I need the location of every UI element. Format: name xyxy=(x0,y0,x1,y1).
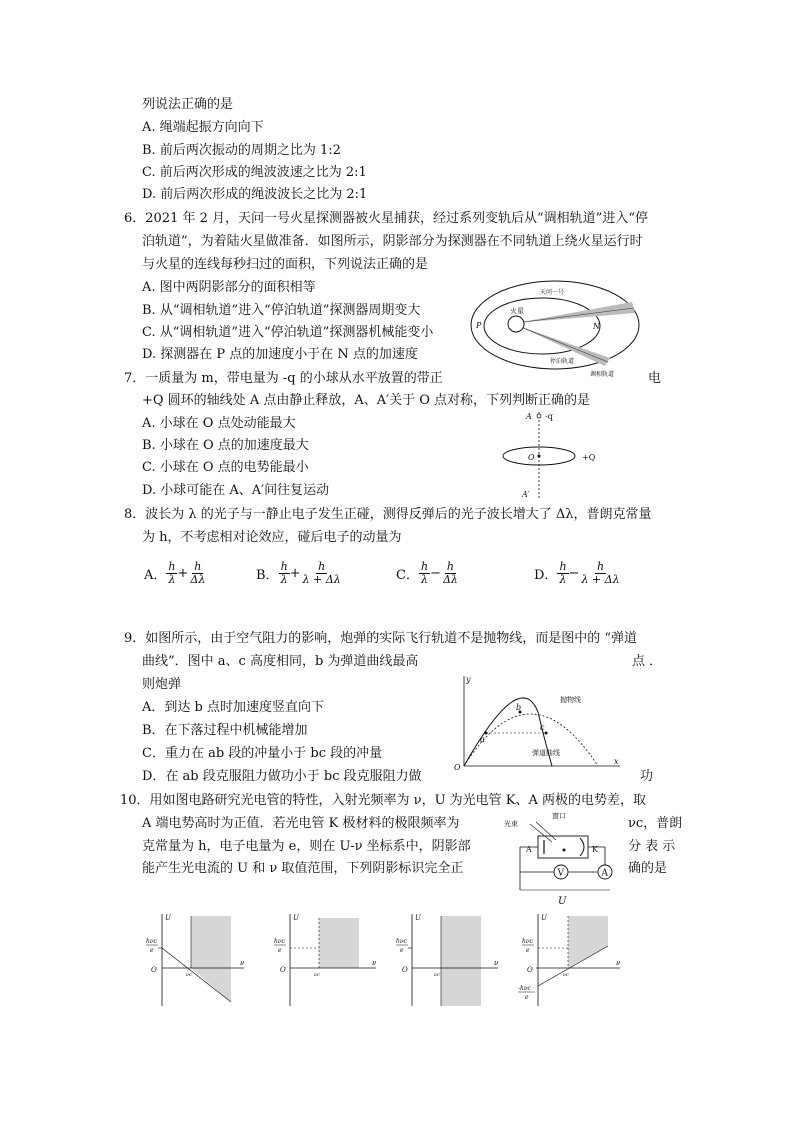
neg-hvc-label: -hνc xyxy=(518,985,531,992)
window-label: 窗口 xyxy=(552,812,566,820)
q8-c-frac2 xyxy=(441,561,460,586)
q8-b-num1: h xyxy=(280,559,288,573)
q8-option-a-letter: A． xyxy=(144,567,167,583)
q8-stem-line2: 为 h，不考虑相对论效应，碰后电子的动量为 xyxy=(142,530,402,545)
q8-a-op: + xyxy=(177,565,189,581)
q5-option-b: B. 前后两次振动的周期之比为 1:2 xyxy=(142,143,341,158)
q10-graph-c xyxy=(394,910,504,1010)
q8-option-a xyxy=(144,558,207,588)
q7-ring-figure xyxy=(500,408,610,500)
q5-option-d: D. 前后两次形成的绳波波长之比为 2:1 xyxy=(142,187,368,202)
hvc-label: hνc xyxy=(146,938,157,945)
origin-label: O xyxy=(151,966,157,974)
q7-stem-line2: +Q 圆环的轴线处 A 点由静止释放，A、A′关于 O 点对称，下列判断正确的是 xyxy=(142,393,590,408)
center-point xyxy=(538,455,541,458)
y-axis-label: y xyxy=(466,675,471,684)
shaded-region-upper xyxy=(191,916,231,968)
q10-graph-b xyxy=(272,910,382,1010)
q6-option-a: A. 图中两阴影部分的面积相等 xyxy=(142,280,316,295)
q8-d-num2: h xyxy=(596,559,605,573)
q10-stem-line3-tail: 分 表 示 xyxy=(628,839,676,854)
q7-stem-line1: 7．一质量为 m，带电量为 -q 的小球从水平放置的带正 xyxy=(124,371,443,386)
q6-stem-line2: 泊轨道”，为着陆火星做准备．如图所示，阴影部分为探测器在不同轨道上绕火星运行时 xyxy=(142,234,643,249)
probe-label: 天问一号 xyxy=(540,289,565,296)
hvc-label: hνc xyxy=(274,938,285,945)
minus-q-label: -q xyxy=(545,412,553,421)
q10-stem-line3: 克常量为 h，电子电量为 e，则在 U-ν 坐标系中，阴影部 xyxy=(142,839,471,854)
q8-a-num1: h xyxy=(168,559,176,573)
ammeter-label: A xyxy=(601,868,608,879)
u-label: U xyxy=(165,914,171,922)
q10-circuit-figure xyxy=(500,812,620,906)
light-label: 光束 xyxy=(504,820,518,828)
q9-stem-line2: 曲线”．图中 a、c 高度相同，b 为弹道曲线最高 xyxy=(142,654,419,669)
q6-option-d: D. 探测器在 P 点的加速度小于在 N 点的加速度 xyxy=(142,347,418,362)
q8-a-num2: h xyxy=(194,559,202,573)
q8-option-b xyxy=(256,558,343,588)
q7-option-a: A. 小球在 O 点处动能最大 xyxy=(142,416,296,431)
hvc-label: hνc xyxy=(522,938,533,945)
q5-option-c: C. 前后两次形成的绳波波速之比为 2:1 xyxy=(142,165,367,180)
e-label: e xyxy=(278,947,282,954)
q8-d-den2: λ + Δλ xyxy=(581,572,620,586)
mars-body xyxy=(508,316,524,332)
u-label: U xyxy=(415,914,421,922)
q8-a-den2: Δλ xyxy=(190,572,206,586)
parabola-label: 抛物线 xyxy=(560,696,581,704)
mars-label: 火星 xyxy=(510,307,524,315)
q5-option-a: A. 绳端起振方向向下 xyxy=(142,120,264,135)
cathode-plate xyxy=(580,838,584,856)
v-label: ν xyxy=(494,959,499,967)
q8-d-frac2 xyxy=(579,561,621,586)
q9-trajectory-figure xyxy=(450,672,630,772)
neg-e-label: e xyxy=(525,994,529,1001)
vc-label: νc xyxy=(314,972,320,978)
q8-c-num2: h xyxy=(446,559,454,573)
origin-label: O xyxy=(402,966,408,974)
parking-orbit-label: 停泊轨道 xyxy=(550,358,575,365)
q8-d-num1: h xyxy=(559,559,567,573)
q8-d-op: − xyxy=(568,565,580,581)
e-label: e xyxy=(400,947,404,954)
q9-stem-line3: 则炮弹 xyxy=(142,677,182,692)
vc-label: νc xyxy=(186,972,192,978)
q8-c-num1: h xyxy=(420,559,429,573)
point-c-label: c xyxy=(540,723,545,732)
q10-stem-line2-tail: νc，普朗 xyxy=(628,816,683,831)
q8-b-op: + xyxy=(289,565,301,581)
q7-option-b: B. 小球在 O 点的加速度最大 xyxy=(142,438,309,453)
q8-c-den2: Δλ xyxy=(442,572,458,586)
q10-stem-line4-tail: 确的是 xyxy=(628,861,668,876)
q10-stem-line1: 10．用如图电路研究光电管的特性，入射光频率为 ν，U 为光电管 K、A 两极的电势差，取 xyxy=(120,793,647,808)
q10-stem-line2: A 端电势高时为正值．若光电管 K 极材料的极限频率为 xyxy=(142,816,460,831)
q6-stem-line1: 6．2021 年 2 月，天问一号火星探测器被火星捕获，经过系列变轨后从“调相轨道”进入“停 xyxy=(124,211,648,226)
q8-option-d-letter: D． xyxy=(534,567,558,583)
shaded-region xyxy=(441,916,481,1006)
origin-label: O xyxy=(454,763,461,772)
voltmeter-label: V xyxy=(557,868,564,879)
point-n-label: N xyxy=(593,322,600,331)
q8-option-d xyxy=(534,558,622,588)
q9-option-d-tail: 功 xyxy=(640,769,654,784)
q8-b-frac2 xyxy=(301,561,343,586)
q9-option-b: B．在下落过程中机械能增加 xyxy=(142,723,308,738)
point-b-label: b xyxy=(516,703,522,712)
e-label: e xyxy=(150,947,154,954)
q8-d-den1: λ xyxy=(559,572,567,586)
q9-option-a: A．到达 b 点时加速度竖直向下 xyxy=(142,700,324,715)
q8-a-frac2 xyxy=(188,561,207,586)
q9-stem-line1: 9．如图所示，由于空气阻力的影响，炮弹的实际飞行轨道不是抛物线，而是图中的 “弹道 xyxy=(124,631,638,646)
point-p-label: P xyxy=(476,321,482,330)
origin-label: O xyxy=(527,966,533,974)
u-dimension-label: U xyxy=(558,896,567,907)
q9-stem-line2-tail: 点 ． xyxy=(632,654,663,669)
charge-ball xyxy=(537,414,541,418)
q8-b-den1: λ xyxy=(280,572,288,586)
v-label: ν xyxy=(372,959,377,967)
q8-d-frac1 xyxy=(557,561,568,586)
q8-c-den1: λ xyxy=(421,572,428,586)
q8-b-num2: h xyxy=(318,559,326,573)
ballistic-label: 弹道曲线 xyxy=(532,749,560,757)
point-a-label: A xyxy=(526,412,532,421)
phasing-orbit xyxy=(484,298,600,354)
origin-label: O xyxy=(280,966,286,974)
q6-option-b: B. 从“调相轨道”进入“停泊轨道”探测器周期变大 xyxy=(142,303,421,318)
vc-label: νc xyxy=(434,972,440,978)
q8-option-c-letter: C． xyxy=(396,567,419,583)
point-a-label: a xyxy=(480,735,485,744)
q8-b-den2: λ + Δλ xyxy=(302,572,341,586)
vc-label: νc xyxy=(563,972,569,978)
point-a-prime-label: A′ xyxy=(522,490,530,499)
q10-stem-line4: 能产生光电流的 U 和 ν 取值范围，下列阴影标识完全正 xyxy=(142,861,464,876)
u-label: U xyxy=(541,914,547,922)
shaded-sector-upper xyxy=(516,302,635,323)
q7-option-d: D. 小球可能在 A、A′间往复运动 xyxy=(142,483,330,498)
q10-graph-d xyxy=(516,910,626,1010)
x-axis-label: x xyxy=(614,757,619,766)
q9-option-d: D．在 ab 段克服阻力做功小于 bc 段克服阻力做 xyxy=(142,769,422,784)
q8-c-op: − xyxy=(430,565,441,581)
hvc-label: hνc xyxy=(396,938,407,945)
q8-stem-line1: 8．波长为 λ 的光子与一静止电子发生正碰，测得反弹后的光子波长增大了 Δλ，普朗克常量 xyxy=(124,507,652,522)
q8-c-frac1 xyxy=(419,561,430,586)
v-label: ν xyxy=(616,959,621,967)
q8-a-den1: λ xyxy=(168,572,176,586)
q8-option-c xyxy=(396,558,460,588)
e-label: e xyxy=(526,947,530,954)
u-label: U xyxy=(293,914,299,922)
q7-stem-line1-tail: 电 xyxy=(648,371,662,386)
q6-option-c: C. 从“调相轨道”进入“停泊轨道”探测器机械能变小 xyxy=(142,325,434,340)
q8-option-b-letter: B． xyxy=(256,567,279,583)
terminal-a-label: A xyxy=(526,845,532,854)
shaded-region xyxy=(568,916,608,968)
shaded-region xyxy=(319,918,359,968)
q8-b-frac1 xyxy=(279,561,290,586)
q10-graph-a xyxy=(140,910,250,1010)
v-label: ν xyxy=(240,959,245,967)
q7-option-c: C. 小球在 O 点的电势能最小 xyxy=(142,460,309,475)
terminal-k-label: K xyxy=(592,845,598,854)
electron-dot xyxy=(563,849,566,852)
q8-a-frac1 xyxy=(166,561,177,586)
point-o-label: O xyxy=(528,453,535,462)
q9-option-c: C．重力在 ab 段的冲量小于 bc 段的冲量 xyxy=(142,746,383,761)
sweep-line-upper xyxy=(516,308,634,323)
q6-orbit-figure xyxy=(470,280,640,380)
plus-q-label: +Q xyxy=(582,453,596,462)
q6-stem-line3: 与火星的连线每秒扫过的面积，下列说法正确的是 xyxy=(142,257,429,272)
q5-stem-tail: 列说法正确的是 xyxy=(142,97,234,112)
phasing-orbit-label: 调相轨道 xyxy=(590,371,615,378)
